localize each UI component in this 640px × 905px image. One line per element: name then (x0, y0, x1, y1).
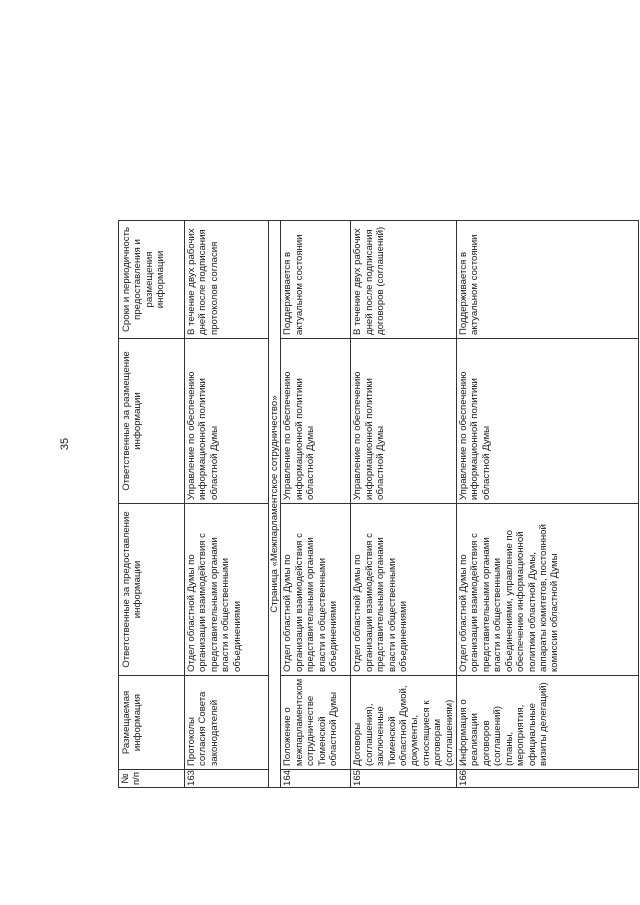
row-provider: Отдел областной Думы по организации взаимодействия с представительными органами власти и общественными объединениями, управление по обеспечению информационной политики областной Думы, аппараты комитетов, постоянной комиссии областной Думы (457, 504, 639, 676)
empty-cell (457, 65, 639, 221)
row-responsible: Управление по обеспечению информационной политики областной Думы (351, 339, 457, 504)
row-responsible: Управление по обеспечению информационной политики областной Думы (457, 339, 639, 504)
row-terms: В течение двух рабочих дней после подписания договоров (соглашений) (351, 221, 457, 339)
empty-cell (185, 65, 269, 221)
header-responsible: Ответственные за размещение информации (119, 339, 185, 504)
row-num: 163 (185, 770, 269, 788)
header-provider: Ответственные за предоставление информации (119, 504, 185, 676)
page-number: 35 (59, 437, 71, 451)
row-terms: В течение двух рабочих дней после подписания протоколов согласия (185, 221, 269, 339)
table-row (457, 65, 639, 788)
header-info: Размещаемая информация (119, 676, 185, 770)
empty-cell (351, 65, 457, 221)
row-info: Договоры (соглашения), заключенные Тюменской областной Думой, документы, относящиеся к договорам (соглашениям) (351, 676, 457, 770)
row-info: Положение о межпарламентском сотрудничестве Тюменской областной Думы (281, 676, 351, 770)
row-info: Протоколы согласия Совета законодателей (185, 676, 269, 770)
row-provider: Отдел областной Думы по организации взаимодействия с представительными органами власти и общественными объединениями (185, 504, 269, 676)
row-num: 166 (457, 770, 639, 788)
row-responsible: Управление по обеспечению информационной политики областной Думы (281, 339, 351, 504)
row-responsible: Управление по обеспечению информационной политики областной Думы (185, 339, 269, 504)
row-info: Информация о реализации договоров (соглашений) (планы, мероприятия, официальные визиты делегаций) (457, 676, 639, 770)
row-provider: Отдел областной Думы по организации взаимодействия с представительными органами власти и общественными объединениями (351, 504, 457, 676)
header-num: № п/п (119, 770, 185, 788)
empty-cell (119, 65, 185, 221)
row-terms: Поддерживается в актуальном состоянии (457, 221, 639, 339)
table-header-row (119, 65, 185, 788)
empty-cell (281, 65, 351, 221)
row-num: 164 (281, 770, 351, 788)
row-num: 165 (351, 770, 457, 788)
info-table (118, 64, 639, 788)
section-title: Страница «Межпарламентское сотрудничество» (269, 221, 281, 788)
table-row (351, 65, 457, 788)
table-row (281, 65, 351, 788)
row-provider: Отдел областной Думы по организации взаимодействия с представительными органами власти и общественными объединениями (281, 504, 351, 676)
section-row (269, 65, 281, 788)
empty-cell (269, 65, 281, 221)
rotated-table-wrapper (118, 65, 612, 788)
row-terms: Поддерживается в актуальном состоянии (281, 221, 351, 339)
table-row (185, 65, 269, 788)
header-terms: Сроки и периодичность предоставления и размещения информации (119, 221, 185, 339)
